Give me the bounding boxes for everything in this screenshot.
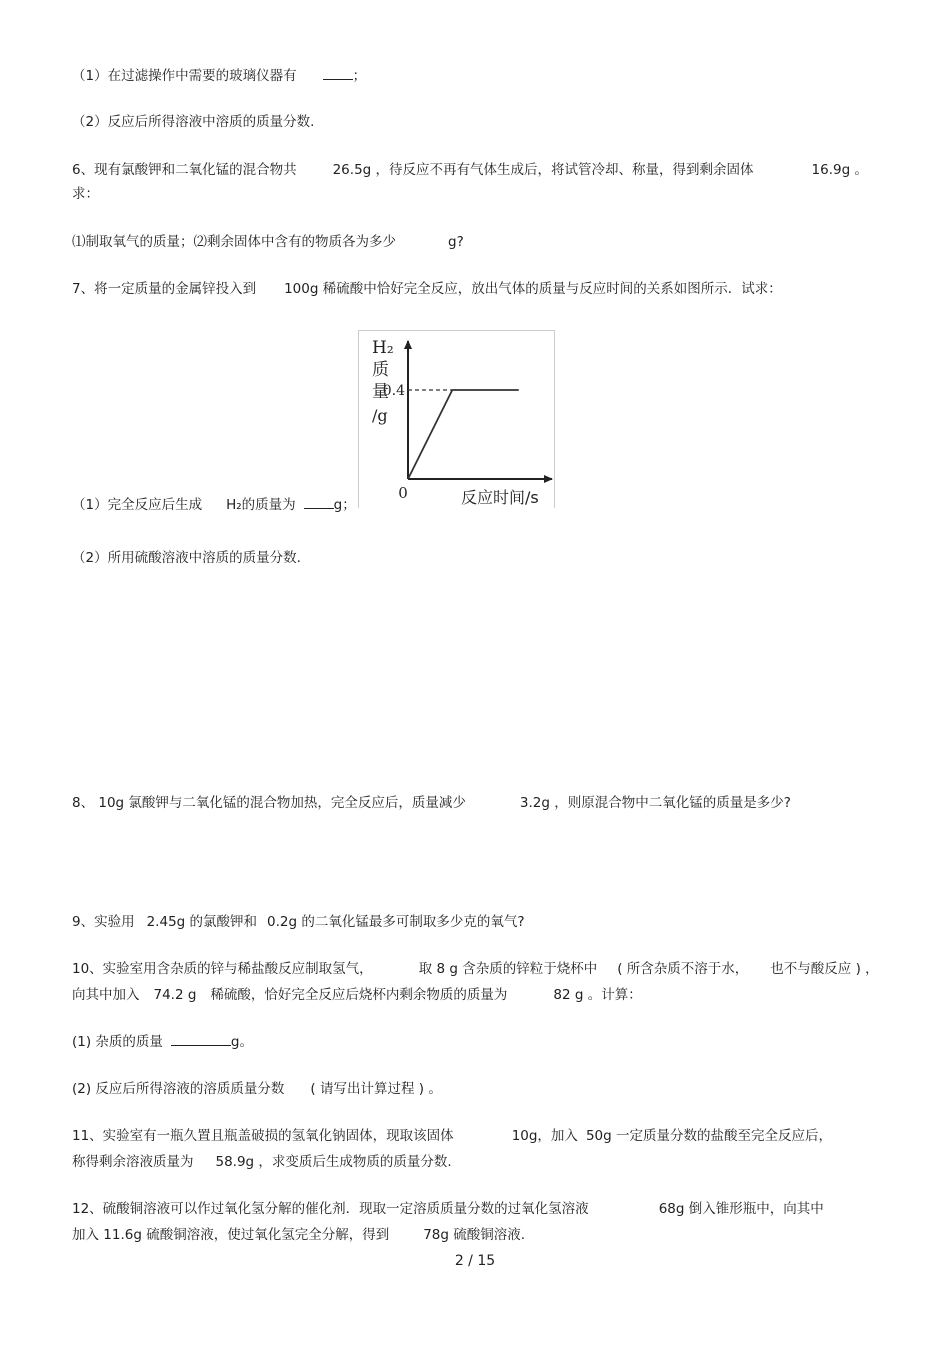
y-tick-label: 0.4 (382, 382, 405, 399)
q11-text-line2: 称得剩余溶液质量为 58.9g ，求变质后生成物质的质量分数. (72, 1154, 452, 1170)
chart-svg (359, 331, 554, 508)
q6-text-line1: 6、现有氯酸钾和二氧化锰的混合物共 26.5g ，待反应不再有气体生成后，将试管冷却、称量，得到剩余固体 16.9g 。 (72, 162, 868, 178)
q7-part2: （2）所用硫酸溶液中溶质的质量分数. (72, 550, 301, 566)
q10-text-line1: 10、实验室用含杂质的锌与稀盐酸反应制取氢气， 取 8 g 含杂质的锌粒于烧杯中 ( 所含杂质不溶于水， 也不与酸反应 ) ， (72, 961, 879, 977)
q6-questions: ⑴制取氧气的质量；⑵剩余固体中含有的物质各为多少 g? (72, 234, 464, 250)
q10-part1: (1) 杂质的质量 g。 (72, 1030, 253, 1050)
q10-text-line2: 向其中加入 74.2 g 稀硫酸，恰好完全反应后烧杯内剩余物质的质量为 82 g 。计算： (72, 987, 642, 1003)
origin-label: 0 (398, 484, 408, 502)
y-label-line-2: 量 (372, 382, 389, 402)
q9-text: 9、实验用 2.45g 的氯酸钾和 0.2g 的二氧化锰最多可制取多少克的氧气? (72, 914, 525, 930)
q7-text: 7、将一定质量的金属锌投入到 100g 稀硫酸中恰好完全反应，放出气体的质量与反应时间的关系如图所示．试求： (72, 281, 782, 297)
h2-mass-time-chart (358, 330, 555, 508)
series-line-0 (408, 390, 519, 479)
answer-blank (171, 1031, 231, 1046)
q5-part2: （2）反应后所得溶液中溶质的质量分数. (72, 114, 315, 130)
y-axis-label (372, 338, 394, 425)
q12-text-line2: 加入 11.6g 硫酸铜溶液，使过氧化氢完全分解，得到 78g 硫酸铜溶液. (72, 1227, 526, 1243)
q8-text: 8、 10g 氯酸钾与二氧化锰的混合物加热，完全反应后，质量减少 3.2g ，则原混合物中二氧化锰的质量是多少? (72, 795, 791, 811)
q12-text-line1: 12、硫酸铜溶液可以作过氧化氢分解的催化剂．现取一定溶质质量分数的过氧化氢溶液 68g 倒入锥形瓶中，向其中 (72, 1201, 824, 1217)
y-label-line-1: 质 (372, 360, 389, 380)
y-label-line-0: H₂ (372, 338, 394, 358)
q7-part1: （1）完全反应后生成 H₂的质量为 g； (72, 493, 356, 513)
q10-part2: (2) 反应后所得溶液的溶质质量分数 ( 请写出计算过程 ) 。 (72, 1081, 442, 1097)
answer-blank (304, 494, 334, 509)
q6-text-line2: 求： (72, 186, 99, 202)
answer-blank (323, 65, 353, 80)
q11-text-line1: 11、实验室有一瓶久置且瓶盖破损的氢氧化钠固体，现取该固体 10g，加入 50g 一定质量分数的盐酸至完全反应后， (72, 1128, 832, 1144)
y-label-line-3: /g (372, 406, 388, 425)
page-number: 2 / 15 (454, 1253, 496, 1269)
x-axis-label: 反应时间/s (461, 488, 539, 507)
q5-part1: （1）在过滤操作中需要的玻璃仪器有 ； (72, 64, 366, 84)
